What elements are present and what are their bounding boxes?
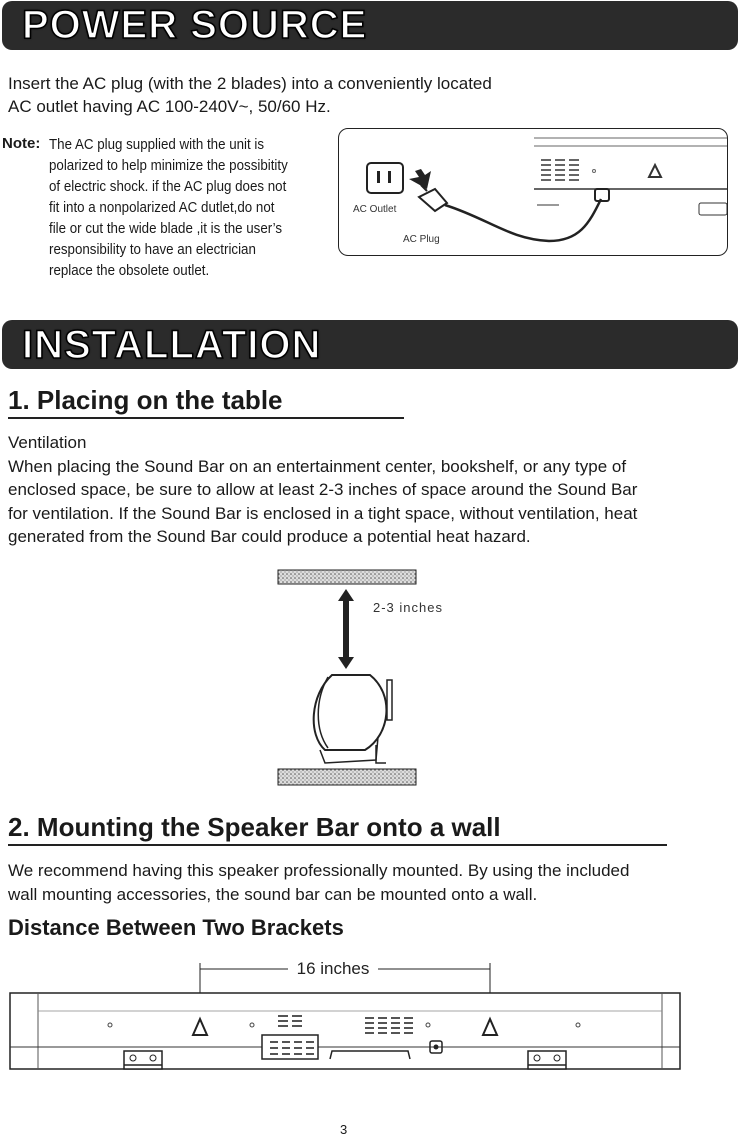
clearance-label: 2-3 inches: [373, 600, 443, 615]
power-line-1: Insert the AC plug (with the 2 blades) into a conveniently located: [8, 74, 492, 93]
soundbar-back: [10, 993, 680, 1069]
note-line: replace the obsolete outlet.: [49, 263, 210, 279]
page-number: 3: [340, 1122, 348, 1137]
plug-label: AC Plug: [403, 234, 440, 245]
power-source-banner: [2, 1, 738, 50]
note-line: polarized to help minimize the possibitity: [49, 158, 288, 174]
ac-plug-diagram: [338, 128, 728, 256]
arrow-icon: [409, 169, 431, 189]
section-1-heading: 1. Placing on the table: [8, 385, 283, 415]
plug-icon: [419, 189, 447, 211]
section-2-underline: [8, 844, 667, 846]
distance-label: 16 inches: [296, 959, 370, 978]
power-source-title: POWER SOURCE: [22, 3, 368, 47]
clearance-arrow-icon: [338, 589, 354, 669]
foot-left: [124, 1051, 162, 1069]
outlet-label: AC Outlet: [353, 204, 397, 215]
cable: [445, 199, 601, 241]
foot-right: [528, 1051, 566, 1069]
section-2-text: [8, 859, 629, 906]
section-2-heading: 2. Mounting the Speaker Bar onto a wall: [8, 812, 501, 842]
section-1-line: for ventilation. If the Sound Bar is enclosed in a tight space, without ventilation, heat: [8, 503, 638, 523]
note-line: file or cut the wide blade ,it is the user’s: [49, 221, 283, 237]
power-line-2: AC outlet having AC 100-240V~, 50/60 Hz.: [8, 97, 331, 116]
ventilation-subheading: Ventilation: [8, 433, 87, 452]
section-2-line: wall mounting accessories, the sound bar can be mounted onto a wall.: [8, 884, 538, 904]
vent-grille: [541, 159, 579, 181]
section-1-text: [8, 431, 637, 549]
brackets-heading: Distance Between Two Brackets: [8, 915, 344, 940]
note-label: Note:: [2, 135, 41, 152]
power-source-text: [8, 72, 492, 118]
installation-banner: [2, 320, 738, 369]
speaker-profile: [314, 675, 387, 750]
section-1-line: generated from the Sound Bar could produce a potential heat hazard.: [8, 527, 531, 546]
note-line: fit into a nonpolarized AC dutlet,do not: [49, 200, 275, 216]
section-2-line: We recommend having this speaker professionally mounted. By using the included: [8, 861, 630, 880]
ventilation-diagram: [270, 565, 470, 790]
section-1-line: When placing the Sound Bar on an entertainment center, bookshelf, or any type of: [8, 456, 627, 476]
shelf-top: [278, 570, 416, 584]
note-text: [49, 135, 316, 282]
section-1-underline: [8, 417, 404, 419]
note-line: responsibility to have an electrician: [49, 242, 256, 258]
note-line: of electric shock. if the AC plug does not: [49, 179, 287, 195]
shelf-bottom: [278, 769, 416, 785]
ac-plug-diagram-art: [339, 129, 727, 255]
note-line: The AC plug supplied with the unit is: [49, 137, 265, 153]
section-1-line: enclosed space, be sure to allow at least 2-3 inches of space around the Sound Bar: [8, 480, 638, 499]
outlet-icon: [367, 163, 403, 193]
bracket-distance-diagram: [0, 955, 739, 1080]
installation-title: INSTALLATION: [22, 323, 322, 367]
